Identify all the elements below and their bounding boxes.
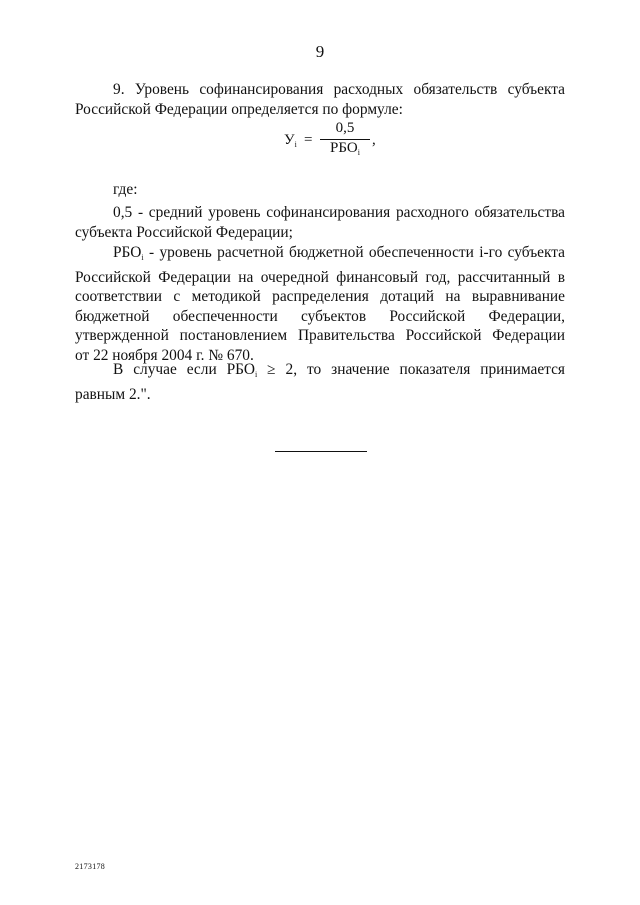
formula-lhs: $У_i$ [284, 132, 297, 149]
def2-line-1: $РБО_i$ - уровень расчетной бюджетной обеспеченности i-го субъекта [113, 244, 565, 262]
def2-line-2: Российской Федерации на очередной финансовый год, рассчитанный в [75, 268, 565, 286]
clause-9 [75, 80, 565, 119]
def2-line-3: соответствии с методикой распределения дотаций на выравнивание [75, 288, 565, 305]
def2-line-5: утвержденной постановлением Правительства Российской Федерации [75, 327, 565, 344]
cond-line-1: В случае если РБОi ≥ 2, то значение показателя принимается [113, 361, 565, 379]
def2-line-4: бюджетной обеспеченности субъектов Российской Федерации, [75, 307, 565, 325]
formula-comma: , [372, 132, 376, 148]
cond-line-2: равным 2.". [75, 385, 151, 403]
def1-line-1: 0,5 - средний уровень софинансирования расходного обязательства [113, 204, 565, 221]
where-label: где: [113, 181, 138, 198]
document-code: 2173178 [75, 862, 106, 871]
formula-numerator: 0,5 [335, 120, 355, 136]
formula-equals: = [304, 132, 313, 148]
end-divider [275, 451, 367, 452]
page-number: 9 [315, 42, 325, 61]
definition-rbo [75, 243, 565, 365]
def2-line-6: от 22 ноября 2004 г. № 670. [75, 346, 254, 364]
condition-paragraph [75, 360, 565, 404]
definition-0-5 [75, 203, 565, 242]
formula-fraction [318, 120, 372, 159]
clause-line-1: 9. Уровень софинансирования расходных обязательств субъекта [113, 81, 565, 98]
clause-line-2: Российской Федерации определяется по формуле: [75, 100, 403, 118]
def1-line-2: субъекта Российской Федерации; [75, 223, 293, 241]
formula-denominator: $РБО_i$ [330, 140, 360, 157]
